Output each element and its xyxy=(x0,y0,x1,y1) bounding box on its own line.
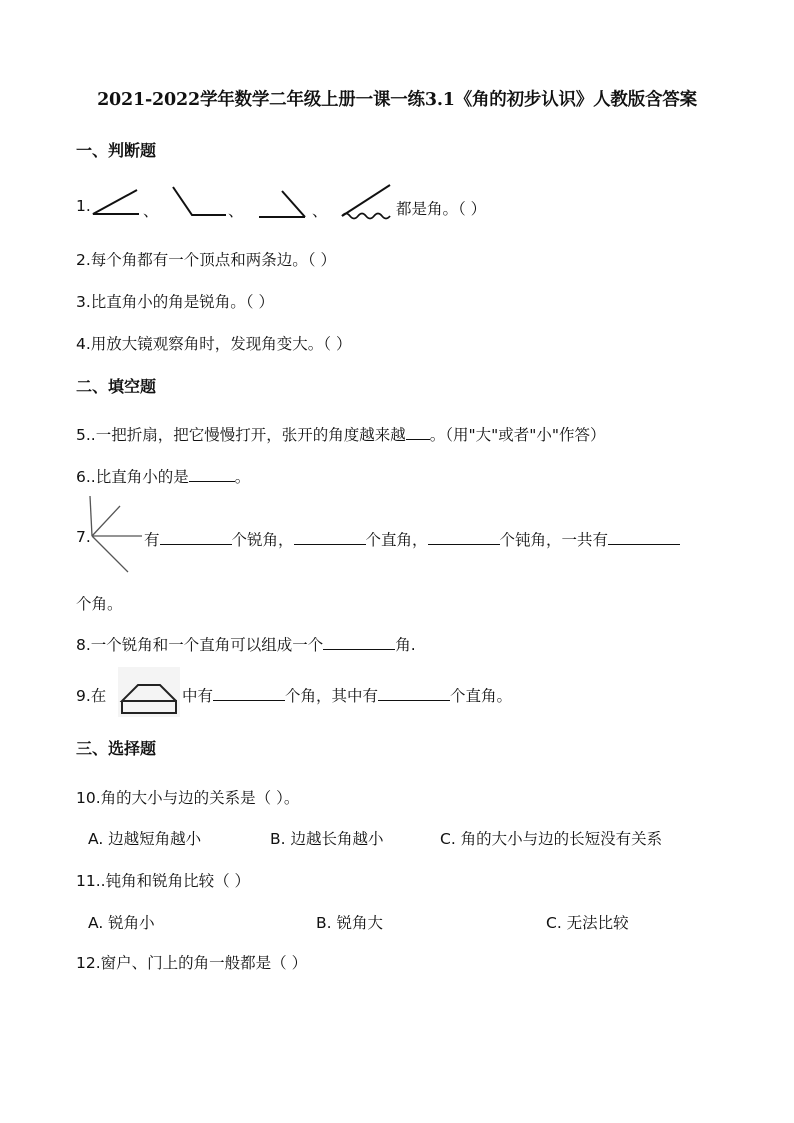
question-7-text-4: 个钝角，一共有 xyxy=(499,531,609,549)
question-11-option-b[interactable]: B. 锐角大 xyxy=(316,914,383,932)
answer-blank-angles[interactable] xyxy=(213,686,285,701)
question-9-prefix: 9.在 xyxy=(76,687,107,705)
question-1-separator: 、 xyxy=(228,202,244,220)
question-8 xyxy=(76,633,416,655)
answer-blank[interactable] xyxy=(406,425,430,440)
question-7-text-2: 个锐角， xyxy=(231,531,294,549)
question-6-text-b: 。 xyxy=(234,468,251,486)
question-11-option-a[interactable]: A. 锐角小 xyxy=(88,914,155,932)
question-12: 12.窗户、门上的角一般都是（ ） xyxy=(76,954,308,972)
answer-blank[interactable] xyxy=(189,467,235,482)
question-4: 4.用放大镜观察角时，发现角变大。（ ） xyxy=(76,335,352,353)
answer-blank[interactable] xyxy=(323,635,395,650)
question-10: 10.角的大小与边的关系是（ ）。 xyxy=(76,789,300,807)
section-heading-fill-in: 二、填空题 xyxy=(76,377,157,396)
question-7-number: 7. xyxy=(76,528,91,546)
question-2: 2.每个角都有一个顶点和两条边。（ ） xyxy=(76,251,336,269)
question-9-text-c: 个角，其中有 xyxy=(285,687,379,705)
angle-figure-2 xyxy=(170,185,228,219)
answer-blank-total[interactable] xyxy=(608,530,680,545)
question-1-separator: 、 xyxy=(312,202,328,220)
question-11: 11..钝角和锐角比较（ ） xyxy=(76,872,251,890)
question-3: 3.比直角小的角是锐角。（ ） xyxy=(76,293,274,311)
angle-figure-3 xyxy=(256,188,312,220)
question-5 xyxy=(76,423,606,445)
question-8-text-b: 角. xyxy=(395,636,416,654)
question-9-rest xyxy=(182,684,512,706)
answer-blank-obtuse[interactable] xyxy=(428,530,500,545)
page-title: 2021-2022学年数学二年级上册一课一练3.1《角的初步认识》人教版含答案 xyxy=(97,90,697,110)
question-1-text: 都是角。（ ） xyxy=(396,200,487,218)
angle-figure-1 xyxy=(89,188,141,218)
question-11-option-c[interactable]: C. 无法比较 xyxy=(546,914,629,932)
answer-blank-acute[interactable] xyxy=(160,530,232,545)
question-1-number: 1. xyxy=(76,197,91,215)
answer-blank-right-angles[interactable] xyxy=(378,686,450,701)
question-10-option-a[interactable]: A. 边越短角越小 xyxy=(88,830,202,848)
angle-figure-rays xyxy=(88,494,146,576)
question-7-line xyxy=(144,528,680,550)
question-10-option-c[interactable]: C. 角的大小与边的长短没有关系 xyxy=(440,830,663,848)
angle-figure-4-wavy xyxy=(338,183,394,221)
answer-blank-right[interactable] xyxy=(294,530,366,545)
question-6 xyxy=(76,465,250,487)
question-7-text-1: 有 xyxy=(144,531,160,549)
section-heading-judgment: 一、判断题 xyxy=(76,141,157,160)
question-5-text-a: 5..一把折扇，把它慢慢打开，张开的角度越来越 xyxy=(76,426,406,444)
question-6-text-a: 6..比直角小的是 xyxy=(76,468,189,486)
question-1-separator: 、 xyxy=(143,202,159,220)
question-9-text-d: 个直角。 xyxy=(450,687,513,705)
question-5-text-b: 。（用"大"或者"小"作答） xyxy=(429,426,606,444)
question-10-option-b[interactable]: B. 边越长角越小 xyxy=(270,830,384,848)
question-9-text-b: 中有 xyxy=(182,687,214,705)
question-7-tail: 个角。 xyxy=(76,595,123,613)
section-heading-choice: 三、选择题 xyxy=(76,739,157,758)
question-7-text-3: 个直角， xyxy=(365,531,428,549)
question-8-text-a: 8.一个锐角和一个直角可以组成一个 xyxy=(76,636,324,654)
house-shape-figure xyxy=(118,667,180,717)
